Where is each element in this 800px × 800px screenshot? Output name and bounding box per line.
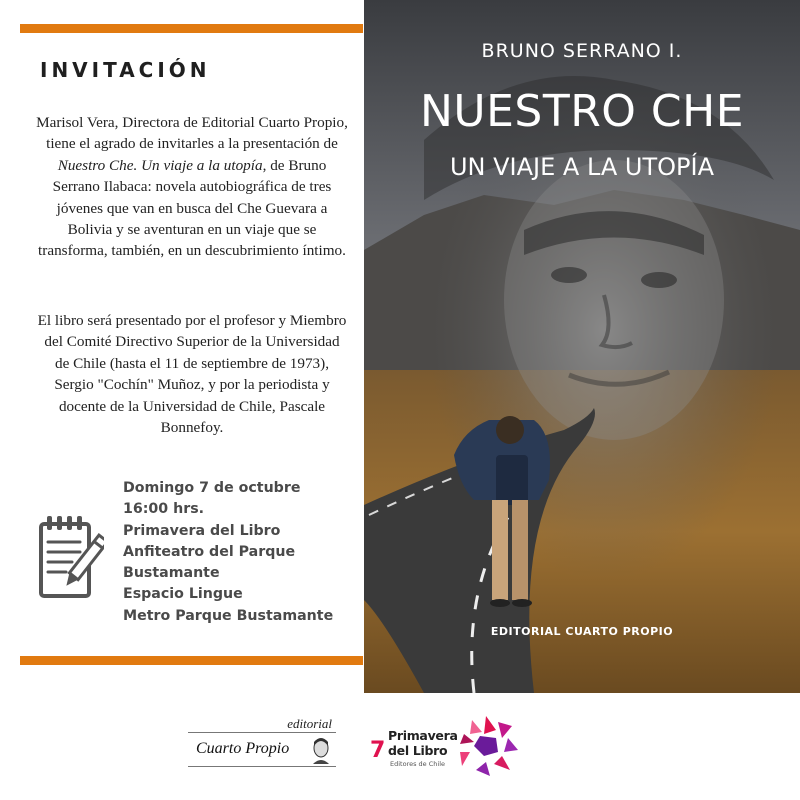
notepad-pencil-icon: [38, 514, 104, 600]
invitation-paragraph-1-end: , de Bruno Serrano Ilabaca: novela autobiográfica de tres jóvenes que van en busca del Che Guevara a Bolivia y se aventuran en un viaje que se transforma, también, en un descubrimiento íntimo.: [38, 156, 346, 260]
primavera-logo-line-2: del Libro: [388, 743, 448, 758]
cuarto-propio-logo-name: Cuarto Propio: [196, 740, 290, 757]
cuarto-propio-logo: [188, 716, 336, 772]
cuarto-propio-logo-rule-top: [188, 732, 336, 733]
portrait-icon: [310, 736, 332, 764]
event-details: [123, 478, 333, 627]
primavera-logo-line-1: Primavera: [388, 728, 458, 743]
event-space: Espacio Lingue: [123, 586, 243, 603]
primavera-logo-number: 7: [370, 738, 386, 763]
cuarto-propio-logo-rule-bottom: [188, 766, 336, 767]
primavera-del-libro-logo: [370, 712, 520, 780]
cuarto-propio-logo-top: editorial: [287, 716, 332, 731]
cover-author: BRUNO SERRANO I.: [481, 40, 683, 62]
invitation-paragraph-1-start: Marisol Vera, Directora de Editorial Cuarto Propio, tiene el agrado de invitarles a la presentación de: [36, 114, 348, 153]
invitation-heading: INVITACIÓN: [40, 58, 211, 82]
invitation-paragraph-1: [36, 112, 348, 262]
primavera-logo-line-3: Editores de Chile: [390, 760, 446, 768]
book-cover: [364, 0, 800, 693]
event-metro: Metro Parque Bustamante: [123, 607, 334, 624]
event-venue: Primavera del Libro: [123, 522, 281, 539]
cover-title: NUESTRO CHE: [419, 86, 745, 137]
event-time: 16:00 hrs.: [123, 501, 205, 518]
event-date: Domingo 7 de octubre: [123, 480, 301, 496]
event-place-line-2: Bustamante: [123, 565, 220, 582]
event-place-line-1: Anfiteatro del Parque: [123, 543, 296, 560]
flower-icon: [456, 712, 520, 776]
book-title-inline: Nuestro Che. Un viaje a la utopía: [57, 156, 263, 174]
bottom-accent-bar: [20, 656, 363, 665]
cover-subtitle: UN VIAJE A LA UTOPÍA: [449, 153, 715, 181]
invitation-paragraph-2: El libro será presentado por el profesor y Miembro del Comité Directivo Superior de la Universidad de Chile (hasta el 11 de septiembre de 1973), Sergio "Cochín" Muñoz, y por la periodista y docente de la Universidad de Chile, Pascale Bonnefoy.: [37, 312, 347, 437]
cover-publisher: EDITORIAL CUARTO PROPIO: [490, 625, 674, 638]
top-accent-bar: [20, 24, 363, 33]
